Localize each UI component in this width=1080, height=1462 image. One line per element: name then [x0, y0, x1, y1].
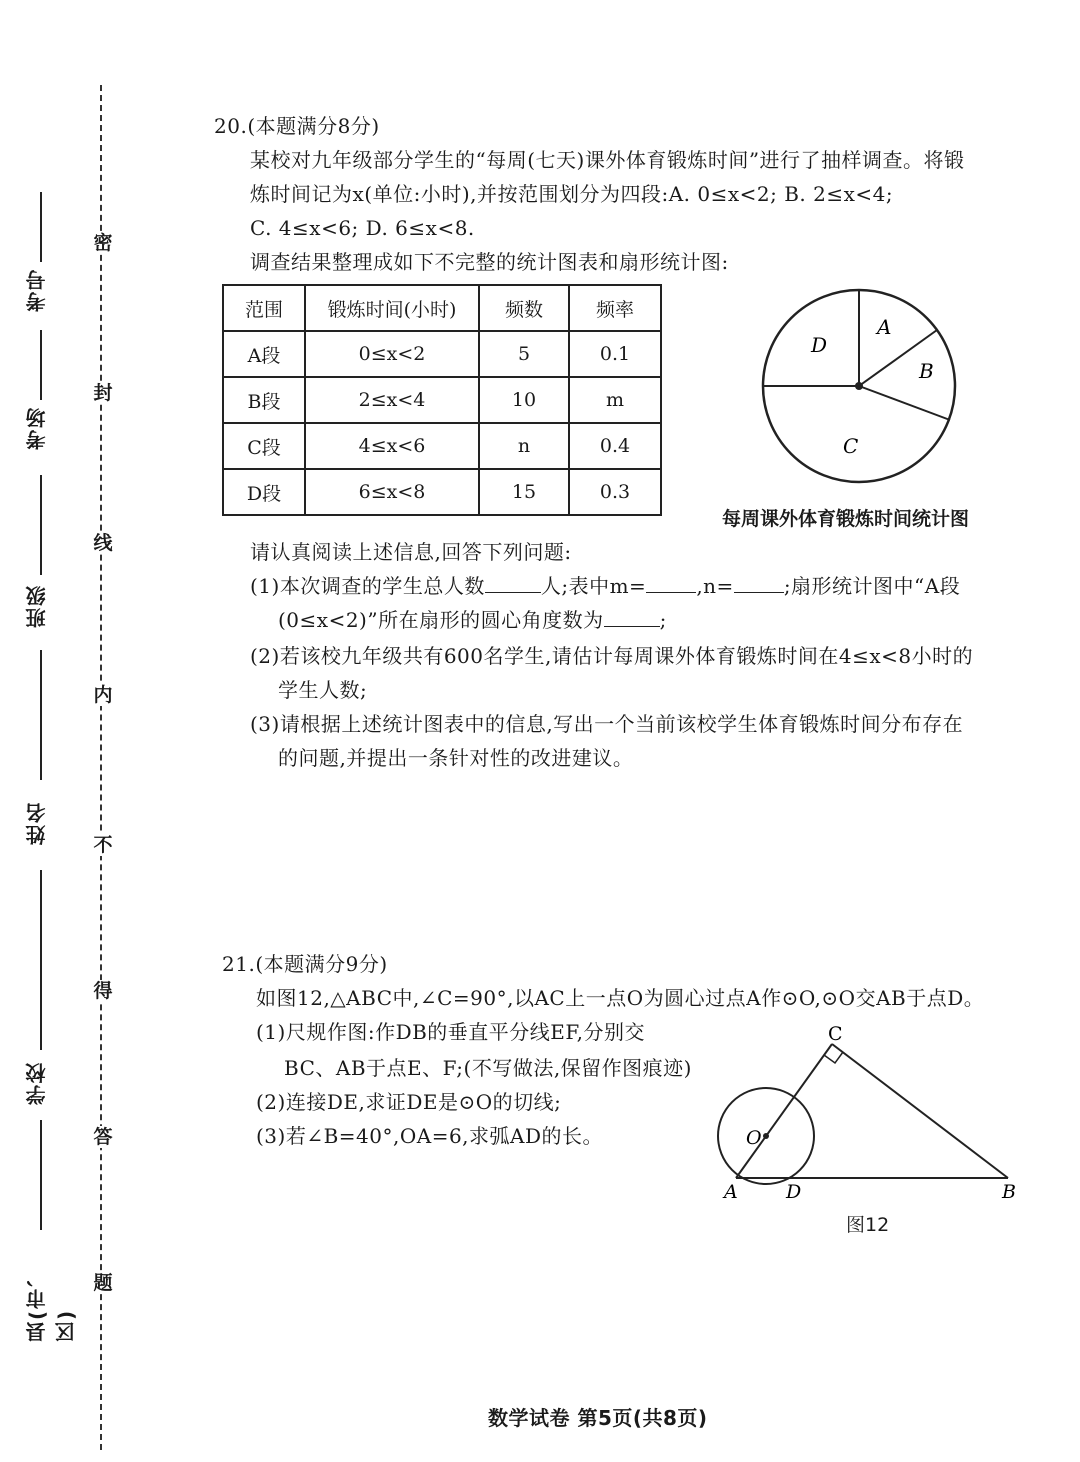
point-label-a: A	[724, 1181, 738, 1203]
table-row	[223, 469, 661, 515]
table-header-cell: 频率	[569, 285, 661, 331]
q21-number: 21.	[222, 952, 256, 976]
seal-char: 内	[93, 684, 113, 706]
frequency-table	[222, 284, 662, 516]
answer-blank[interactable]	[646, 574, 696, 593]
seal-char: 不	[93, 834, 113, 856]
pie-label-b: B	[919, 359, 934, 383]
pie-caption: 每周课外体育锻炼时间统计图	[722, 508, 970, 530]
q20-p1-text: ,n=	[696, 574, 734, 598]
point-label-o: O	[746, 1127, 762, 1149]
seal-char: 线	[93, 532, 113, 554]
q21-part2: (2)连接DE,求证DE是⊙O的切线;	[256, 1090, 562, 1114]
q20-p1-text: (0≤x<2)”所在扇形的圆心角度数为	[278, 608, 604, 632]
table-cell: 0.4	[569, 423, 661, 469]
q20-part2-line1: (2)若该校九年级共有600名学生,请估计每周课外体育锻炼时间在4≤x<8小时的	[250, 644, 974, 668]
answer-blank[interactable]	[604, 608, 660, 627]
table-cell: 15	[479, 469, 569, 515]
pie-label-c: C	[843, 434, 859, 458]
table-cell: m	[569, 377, 661, 423]
table-header-row	[223, 285, 661, 331]
margin-label-class: 班级	[25, 584, 49, 628]
q20-p1-text: ;	[659, 608, 667, 632]
table-cell: 0≤x<2	[305, 331, 479, 377]
table-cell: 5	[479, 331, 569, 377]
pie-divider-b-c	[859, 386, 950, 420]
q20-part3-line1: (3)请根据上述统计图表中的信息,写出一个当前该校学生体育锻炼时间分布存在	[250, 712, 964, 736]
margin-line	[40, 1120, 42, 1230]
center-o	[763, 1133, 769, 1139]
q21-part3: (3)若∠B=40°,OA=6,求弧AD的长。	[256, 1124, 604, 1148]
table-cell: n	[479, 423, 569, 469]
table-cell: 0.3	[569, 469, 661, 515]
page-footer: 数学试卷 第5页(共8页)	[488, 1406, 708, 1430]
point-label-b: B	[1002, 1181, 1016, 1203]
q21-heading	[222, 952, 388, 976]
q20-intro-line-1: 某校对九年级部分学生的“每周(七天)课外体育锻炼时间”进行了抽样调查。将锻	[250, 148, 965, 172]
margin-line	[40, 192, 42, 262]
q20-p1-text: ;扇形统计图中“A段	[783, 574, 961, 598]
pie-center	[855, 382, 863, 390]
seal-char: 密	[93, 232, 113, 254]
margin-label-exam-room: 考场	[25, 406, 49, 450]
right-angle-mark	[824, 1052, 843, 1063]
table-cell: 4≤x<6	[305, 423, 479, 469]
margin-line	[40, 650, 42, 780]
margin-label-school: 学校	[25, 1061, 49, 1105]
table-cell: A段	[223, 331, 305, 377]
margin-line	[40, 870, 42, 1050]
table-cell: 6≤x<8	[305, 469, 479, 515]
table-cell: B段	[223, 377, 305, 423]
q20-intro-line-2: 炼时间记为x(单位:小时),并按范围划分为四段:A. 0≤x<2; B. 2≤x<4;	[250, 182, 894, 206]
table-header-cell: 范围	[223, 285, 305, 331]
q20-points: (本题满分8分)	[247, 114, 380, 138]
q20-number: 20.	[214, 114, 248, 138]
q20-p1-text: 人;表中m=	[540, 574, 647, 598]
q20-intro-line-3: C. 4≤x<6; D. 6≤x<8.	[250, 216, 475, 240]
seal-char: 封	[93, 382, 113, 404]
table-header-cell: 锻炼时间(小时)	[305, 285, 479, 331]
q20-prompt: 请认真阅读上述信息,回答下列问题:	[250, 540, 572, 564]
answer-blank[interactable]	[734, 574, 784, 593]
seal-char: 得	[93, 980, 113, 1002]
q20-p1-text: (1)本次调查的学生总人数	[250, 574, 485, 598]
segment-cb	[832, 1044, 1008, 1178]
table-cell: C段	[223, 423, 305, 469]
segment-ac	[736, 1044, 832, 1178]
q21-part1-line1: (1)尺规作图:作DB的垂直平分线EF,分别交	[256, 1020, 646, 1044]
point-label-d: D	[786, 1181, 802, 1203]
seal-char: 答	[93, 1126, 113, 1148]
pie-label-d: D	[811, 333, 828, 357]
geometry-figure	[700, 1010, 1030, 1210]
q20-part2-line2: 学生人数;	[278, 678, 368, 702]
q21-intro: 如图12,△ABC中,∠C=90°,以AC上一点O为圆心过点A作⊙O,⊙O交AB于点D。	[256, 986, 985, 1010]
q20-part1-line1	[250, 574, 960, 598]
margin-line	[40, 475, 42, 575]
q20-part1-line2	[278, 608, 667, 632]
figure-caption: 图12	[846, 1214, 890, 1236]
q20-part3-line2: 的问题,并提出一条针对性的改进建议。	[278, 746, 634, 770]
table-row	[223, 423, 661, 469]
table-cell: 2≤x<4	[305, 377, 479, 423]
margin-label-name: 姓名	[25, 801, 49, 845]
q21-part1-line2: BC、AB于点E、F;(不写做法,保留作图痕迹)	[284, 1056, 692, 1080]
table-cell: D段	[223, 469, 305, 515]
q20-intro-line-4: 调查结果整理成如下不完整的统计图表和扇形统计图:	[250, 250, 729, 274]
q21-points: (本题满分9分)	[255, 952, 388, 976]
margin-label-exam-number: 考号	[25, 268, 49, 312]
point-label-c: C	[828, 1023, 843, 1045]
margin-label-county: 县(市、区)	[25, 1264, 78, 1342]
q20-heading	[214, 114, 380, 138]
answer-blank[interactable]	[485, 574, 541, 593]
pie-chart	[755, 278, 967, 490]
table-cell: 10	[479, 377, 569, 423]
margin-line	[40, 330, 42, 400]
table-cell: 0.1	[569, 331, 661, 377]
seal-dashed-line	[100, 85, 102, 1450]
table-row	[223, 377, 661, 423]
table-row	[223, 331, 661, 377]
seal-char: 题	[93, 1272, 113, 1294]
table-header-cell: 频数	[479, 285, 569, 331]
pie-label-a: A	[877, 315, 892, 339]
